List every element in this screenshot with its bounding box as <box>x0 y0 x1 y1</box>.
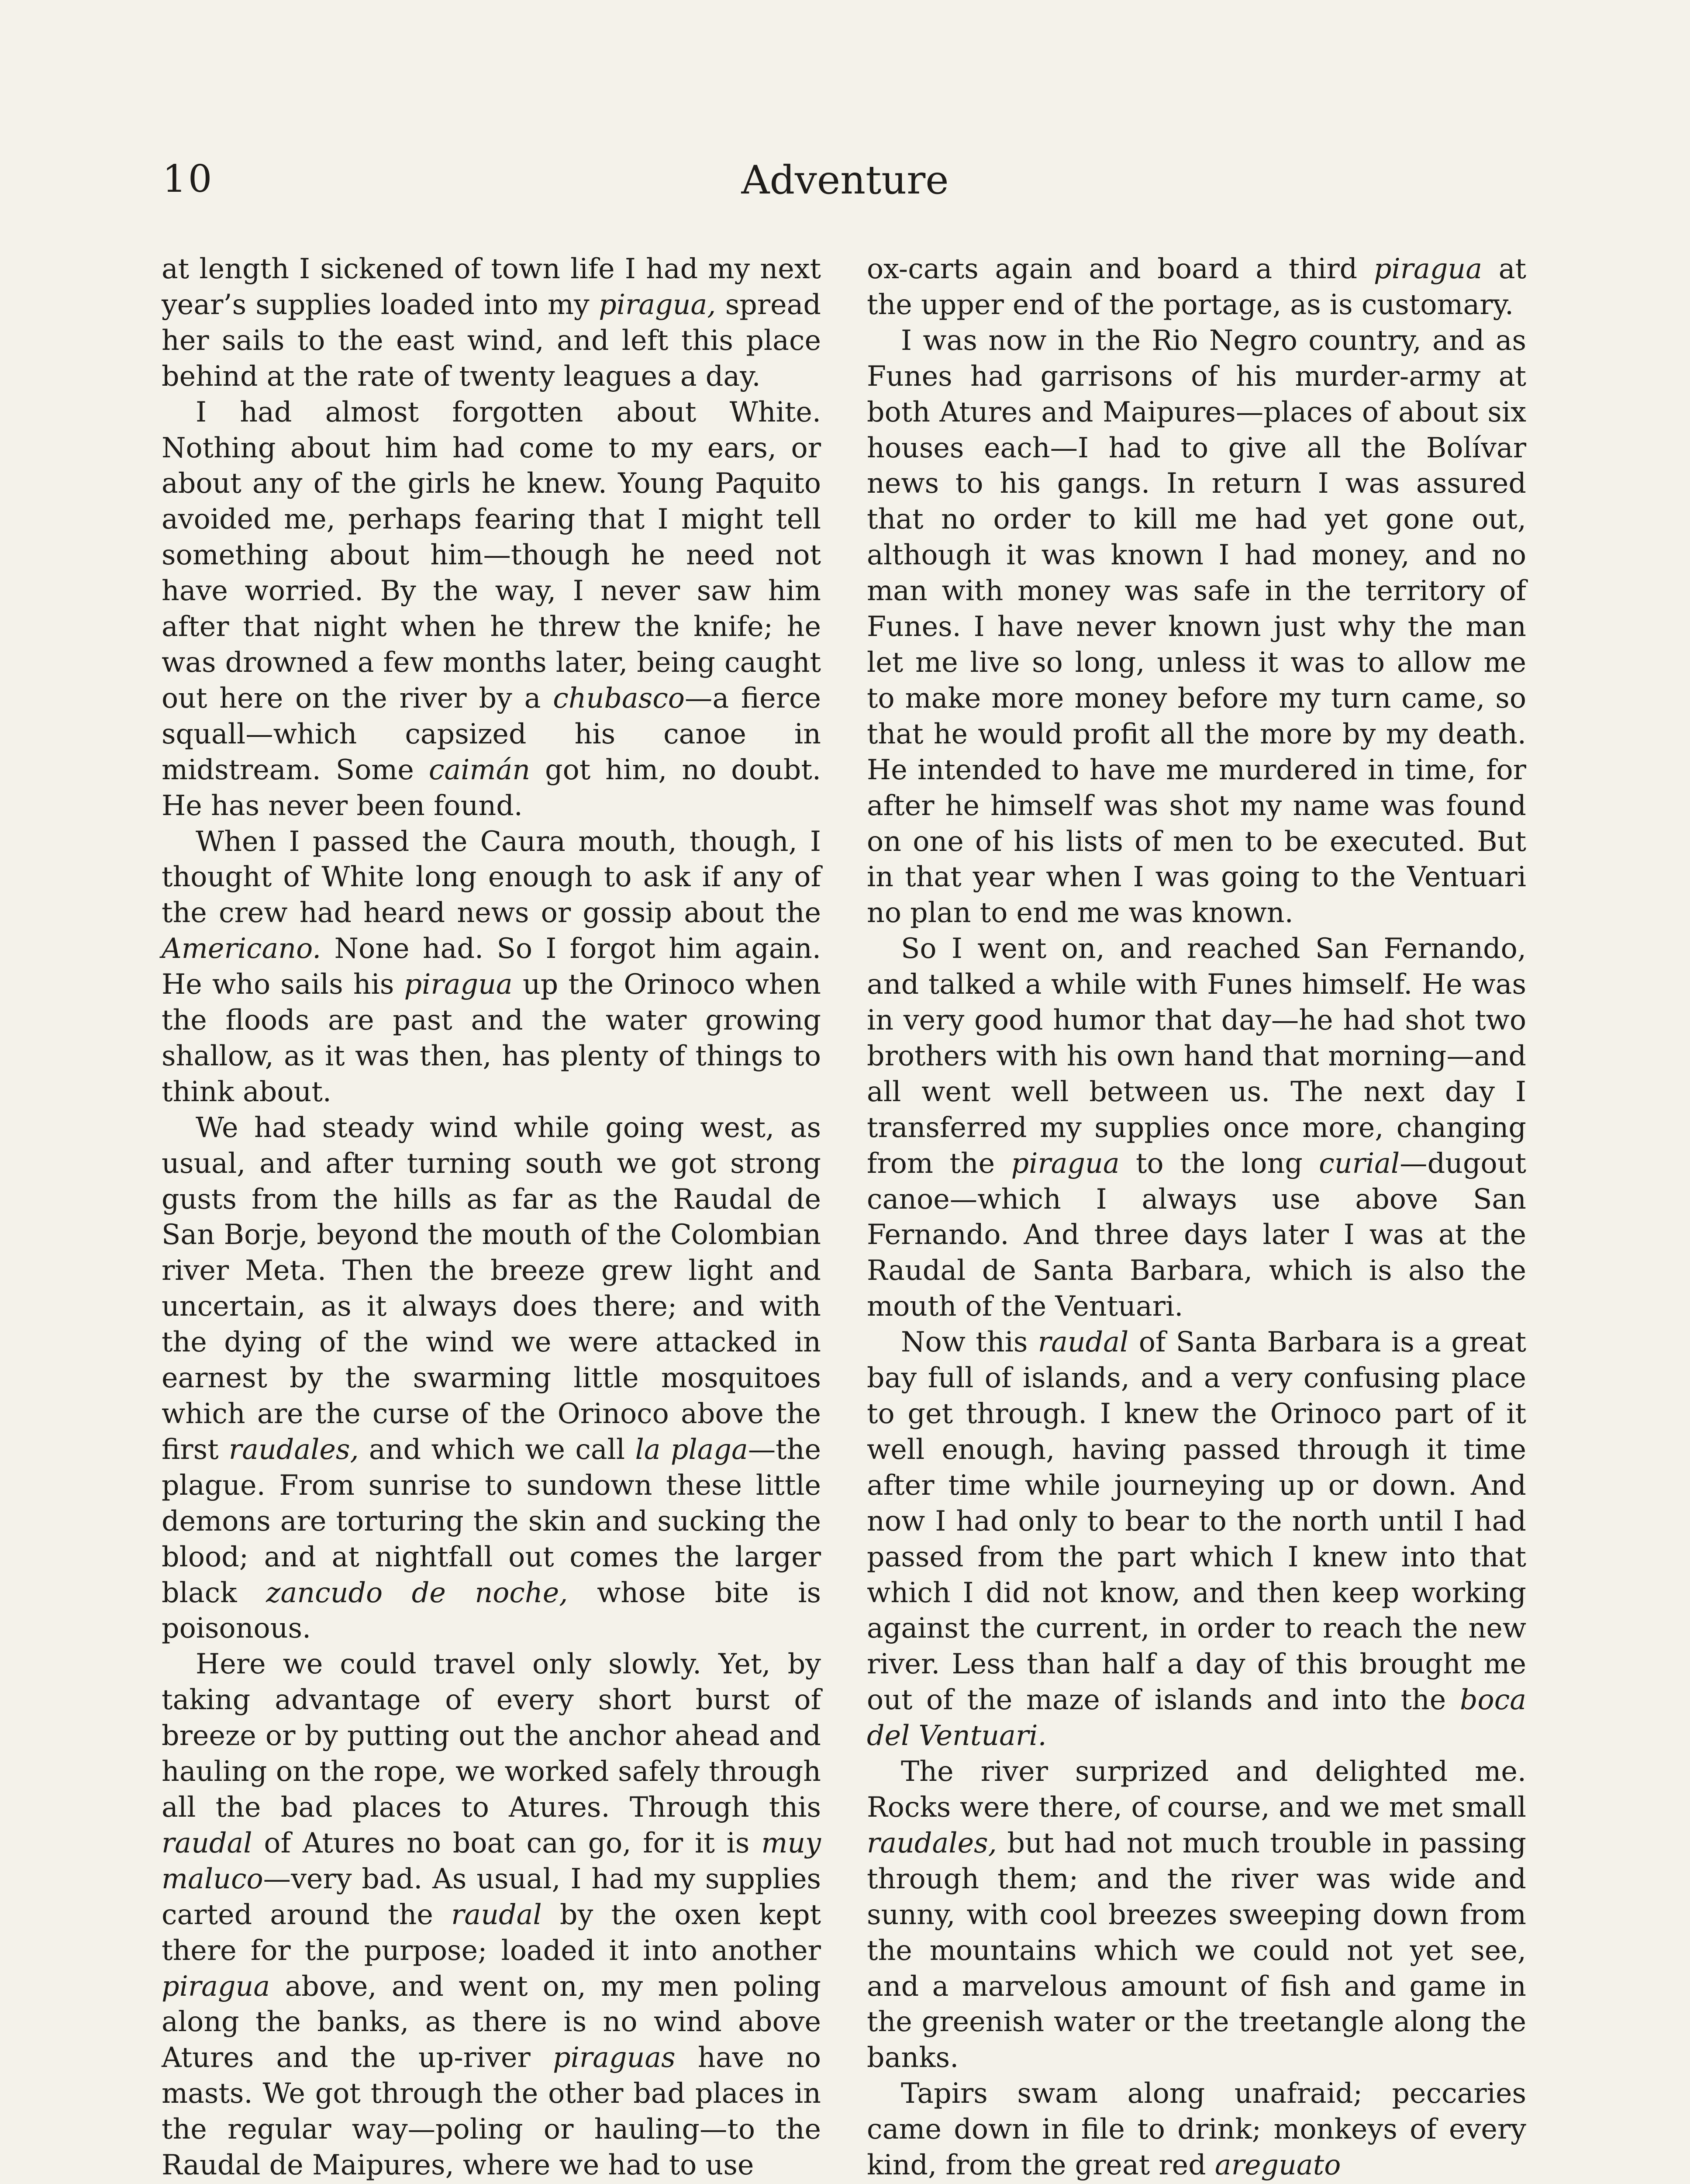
text-run: but had not much trouble in passing through them; and the river was wide and sunny, with cool breezes sweeping down from the mountains which we could not yet see, and a marvelous amount of fish and game in the greenish water or the treetangle along the banks. <box>867 1826 1526 2074</box>
italic-term: la plaga <box>635 1433 748 1465</box>
italic-term: muy maluco <box>162 1826 821 1895</box>
italic-term: zancudo de noche, <box>266 1576 568 1609</box>
paragraph <box>162 1646 821 2183</box>
italic-term: piraguas <box>553 2041 676 2074</box>
text-run: whose bite is poisonous. <box>162 1576 821 1645</box>
left-column <box>162 251 821 2183</box>
paragraph <box>162 1110 821 1647</box>
italic-term: caimán <box>428 753 531 786</box>
text-run: So I went on, and reached San Fernando, and talked a while with Funes himself. He was in very good humor that day—he had shot two brothers with his own hand that morning—and all went well between us. The next day I transferred my supplies once more, changing from the <box>867 932 1526 1179</box>
italic-term: piragua <box>162 1970 270 2002</box>
running-head: Adventure <box>741 157 949 203</box>
paragraph <box>162 394 821 824</box>
text-run: at length I sickened of town life I had my next year’s supplies loaded into my <box>162 252 821 321</box>
paragraph <box>867 931 1526 1324</box>
italic-term: boca del Ventuari. <box>867 1683 1526 1752</box>
italic-term: Americano. <box>162 932 321 965</box>
text-run: of Atures no boat can go, for it is <box>252 1826 762 1859</box>
text-run: Tapirs swam along unafraid; peccaries came down in file to drink; monkeys of every kind, from the great red <box>867 2077 1526 2181</box>
text-run: spread her sails to the east wind, and left this place behind at the rate of twenty leagues a day. <box>162 288 821 392</box>
italic-term: chubasco <box>553 681 685 714</box>
text-run: —dugout canoe—which I always use above San Fernando. And three days later I was at the Raudal de Santa Barbara, which is also the mouth of the Ventuari. <box>867 1147 1527 1323</box>
page-header <box>162 157 1528 210</box>
text-run: and which we call <box>359 1433 635 1465</box>
paragraph <box>867 1754 1526 2076</box>
text-run: Here we could travel only slowly. Yet, by taking advantage of every short burst of breeze or by putting out the anchor ahead and hauling on the rope, we worked safely through all the bad places to Atures. Through this <box>162 1648 821 1823</box>
text-run: of Santa Barbara is a great bay full of islands, and a very confusing place to get through. I knew the Orinoco part of it well enough, having passed through it time after time while journeying up or down. And now I had only to bear to the north until I had passed from the part which I knew into that which I did not know, and then keep working against the current, in order to reach the new river. Less than half a day of this brought me out of the maze of islands and into the <box>867 1326 1526 1716</box>
italic-term: piragua <box>1373 252 1483 285</box>
paragraph <box>867 251 1526 323</box>
text-run: I was now in the Rio Negro country, and as Funes had garrisons of his murder-army at both Atures and Maipures—places of about six houses each—I had to give all the Bolívar news to his gangs. In return I was assured that no order to kill me had yet gone out, although it was known I had money, and no man with money was safe in the territory of Funes. I have never known just why the man let me live so long, unless it was to allow me to make more money before my turn came, so that he would profit all the more by my death. He intended to have me murdered in time, for after he himself was shot my name was found on one of his lists of men to be executed. But in that year when I was going to the Ventuari no plan to end me was known. <box>867 324 1526 929</box>
text-run: —a fierce squall—which capsized his canoe in midstream. Some <box>162 681 821 786</box>
text-run: I had almost forgotten about White. Nothing about him had come to my ears, or about any of the girls he knew. Young Paquito avoided me, perhaps fearing that I might tell something about him—though he need not have worried. By the way, I never saw him after that night when he threw the knife; he was drowned a few months later, being caught out here on the river by a <box>162 395 821 714</box>
paragraph <box>867 323 1526 931</box>
italic-term: piragua <box>404 968 513 1001</box>
text-run: —very bad. As usual, I had my supplies carted around the <box>162 1862 821 1931</box>
text-run: The river surprized and delighted me. Rocks were there, of course, and we met small <box>867 1755 1526 1823</box>
text-run: at the upper end of the portage, as is customary. <box>867 252 1526 321</box>
text-run: Now this <box>901 1326 1038 1358</box>
text-run: got him, no doubt. He has never been found. <box>162 753 821 822</box>
text-run: by the oxen kept there for the purpose; loaded it into another <box>162 1898 821 1966</box>
text-run: None had. So I forgot him again. He who sails his <box>162 932 821 1001</box>
text-run: above, and went on, my men poling along the banks, as there is no wind above Atures and the up-river <box>162 1970 821 2074</box>
text-run: We had steady wind while going west, as usual, and after turning south we got strong gusts from the hills as far as the Raudal de San Borje, beyond the mouth of the Colombian river Meta. Then the breeze grew light and uncertain, as it always does there; and with the dying of the wind we were attacked in earnest by the swarming little mosquitoes which are the curse of the Orinoco above the first <box>162 1111 821 1465</box>
italic-term: raudales, <box>867 1826 997 1859</box>
page-number: 10 <box>162 157 214 201</box>
italic-term: curial <box>1319 1147 1400 1179</box>
text-run: have no masts. We got through the other bad places in the regular way—poling or hauling—to the Raudal de Maipures, where we had to use <box>162 2041 821 2181</box>
text-run: to the long <box>1119 1147 1319 1179</box>
paragraph <box>867 1324 1526 1754</box>
italic-term: raudal <box>162 1826 252 1859</box>
paragraph <box>162 251 821 394</box>
text-run: When I passed the Caura mouth, though, I thought of White long enough to ask if any of the crew had heard news or gossip about the <box>162 825 821 929</box>
text-run: up the Orinoco when the floods are past and the water growing shallow, as it was then, has plenty of things to think about. <box>162 968 821 1108</box>
italic-term: piragua, <box>599 288 716 321</box>
italic-term: raudal <box>1038 1326 1129 1358</box>
italic-term: raudal <box>451 1898 542 1931</box>
text-run: ox-carts again and board a third <box>867 252 1374 285</box>
italic-term: areguato <box>1214 2149 1341 2181</box>
paragraph <box>162 824 821 1110</box>
italic-term: piragua <box>1011 1147 1120 1179</box>
italic-term: raudales, <box>228 1433 359 1465</box>
paragraph <box>867 2076 1526 2183</box>
right-column <box>867 251 1526 2183</box>
text-run: —the plague. From sunrise to sundown these little demons are torturing the skin and sucking the blood; and at nightfall out comes the larger black <box>162 1433 821 1609</box>
